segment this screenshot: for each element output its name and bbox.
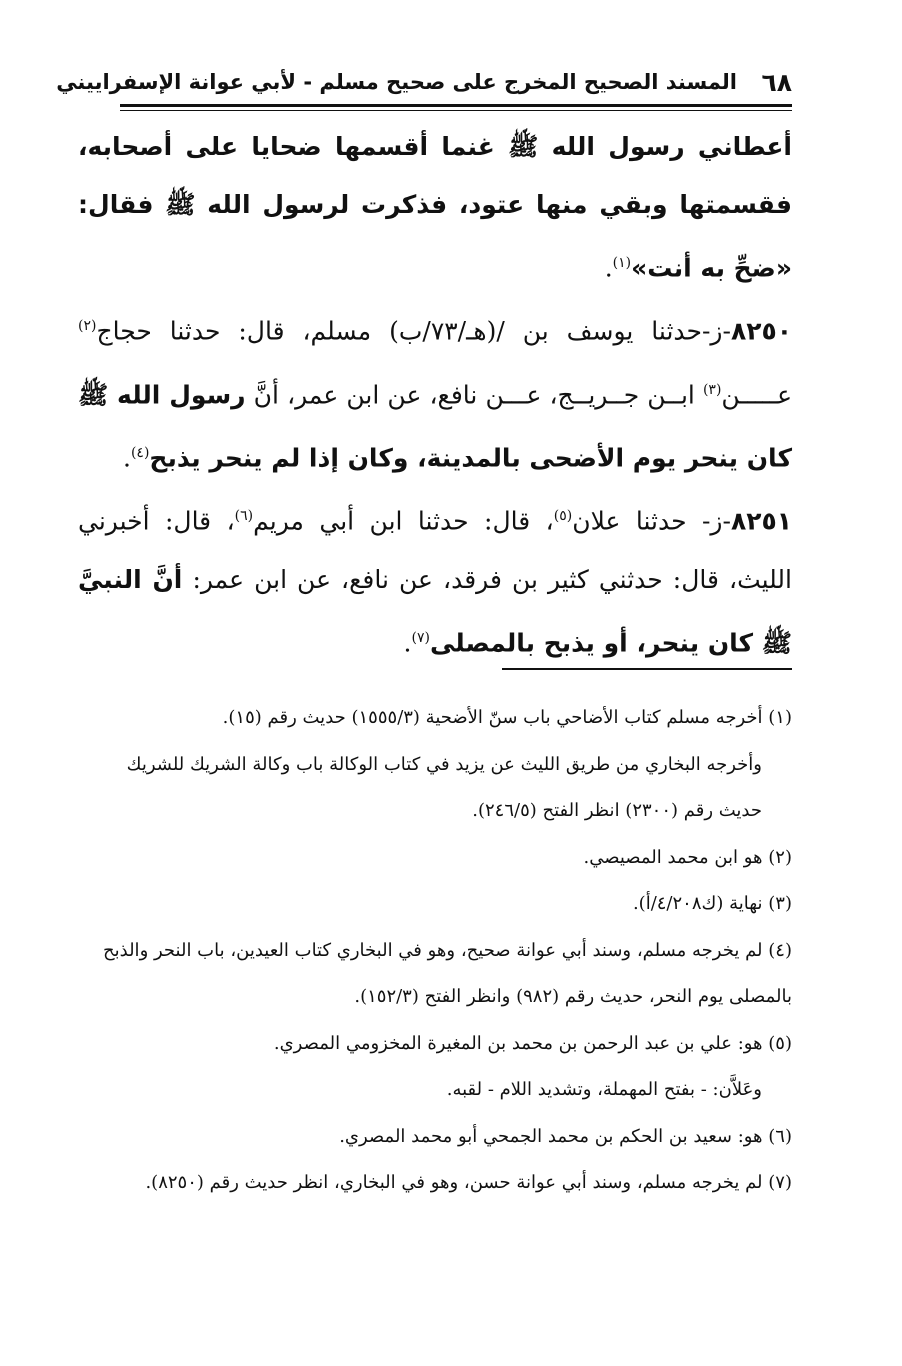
footnote-separator [502, 668, 792, 670]
header-rule-thin [120, 110, 792, 111]
footnote-6: (٦) هو: سعيد بن الحكم بن محمد الجمحي أبو محمد المصري. [339, 1125, 792, 1147]
footnote-ref-7: (٧) [411, 629, 430, 646]
isnad-text: ، قال: أخبرني الليث، قال: حدثني كثير بن فرقد، عن نافع، عن ابن عمر: [78, 506, 792, 594]
hadith-matn: رسول الله ﷺ كان ينحر يوم الأضحى بالمدينة، وكان إذا لم ينحر يذبح [78, 379, 792, 473]
footnote-7: (٧) لم يخرجه مسلم، وسند أبي عوانة حسن، وهو في البخاري، انظر حديث رقم (٨٢٥٠). [145, 1172, 792, 1193]
paragraph-hadith-8250 [78, 297, 792, 487]
footnote-3: (٣) نهاية (ك٤/٢٠٨/أ). [632, 893, 792, 914]
footnote-ref-5: (٥) [553, 508, 573, 525]
period: . [123, 443, 131, 473]
footnote-1-continued: وأخرجه البخاري من طريق الليث عن يزيد في كتاب الوكالة باب وكالة الشريك للشريك حديث رقم (٢٣٠٠) انظر الفتح (٢٤٦/٥). [126, 753, 762, 821]
isnad-text: -ز- حدثنا علان [572, 506, 731, 536]
footnote-4: (٤) لم يخرجه مسلم، وسند أبي عوانة صحيح، وهو في البخاري كتاب العيدين، باب النحر والذبح بالمصلى يوم النحر، حديث رقم (٩٨٢) وانظر الفتح (١٥٢/٣). [103, 939, 792, 1007]
paragraph-1 [78, 118, 792, 297]
main-text [78, 118, 792, 672]
isnad-text: ، قال: حدثنا ابن أبي مريم [253, 506, 554, 536]
footnote-2: (٢) هو ابن محمد المصيصي. [583, 846, 792, 868]
footnotes [78, 695, 792, 1207]
paragraph-hadith-8251 [78, 487, 792, 672]
running-header [56, 68, 792, 102]
footnote-ref-1: (١) [612, 255, 632, 271]
footnote-ref-3: (٣) [702, 381, 722, 398]
footnote-ref-6: (٦) [234, 508, 254, 525]
footnote-5-continued: وعَلاَّن: - بفتح المهملة، وتشديد اللام - لقبه. [446, 1079, 762, 1100]
running-title: المسند الصحيح المخرج على صحيح مسلم - لأبي عوانة الإسفراييني [56, 70, 737, 94]
hadith-number: ٨٢٥٠ [730, 316, 792, 346]
footnote-ref-4: (٤) [130, 444, 150, 461]
hadith-matn: أعطاني رسول الله ﷺ غنما أقسمها ضحايا على أصحابه، فقسمتها وبقي منها عتود، فذكرت لرسول الله ﷺ فقال: «ضحِّ به أنت» [78, 132, 792, 283]
footnote-5: (٥) هو: علي بن عبد الرحمن بن محمد بن المغيرة المخزومي المصري. [273, 1032, 792, 1054]
footnote-ref-2: (٢) [78, 318, 97, 335]
isnad-text: ابــن جــريــج، عـــن نافع، عن ابن عمر، أنَّ [253, 379, 695, 409]
isnad-text: -ز-حدثنا يوسف بن /(هـ/٧٣/ب) مسلم، قال: حدثنا حجاج [96, 316, 731, 346]
footnote-1: (١) أخرجه مسلم كتاب الأضاحي باب سنّ الأضحية (١٥٥٥/٣) حديث رقم (١٥). [222, 707, 792, 728]
isnad-text: عـــــن [721, 379, 792, 409]
period: . [604, 253, 613, 283]
period: . [403, 627, 412, 657]
hadith-number: ٨٢٥١ [730, 506, 792, 536]
hadith-matn: أنَّ النبيَّ ﷺ كان ينحر، أو يذبح بالمصلى [78, 564, 792, 657]
page-number: ٦٨ [761, 68, 792, 97]
header-rule-thick [120, 104, 792, 107]
